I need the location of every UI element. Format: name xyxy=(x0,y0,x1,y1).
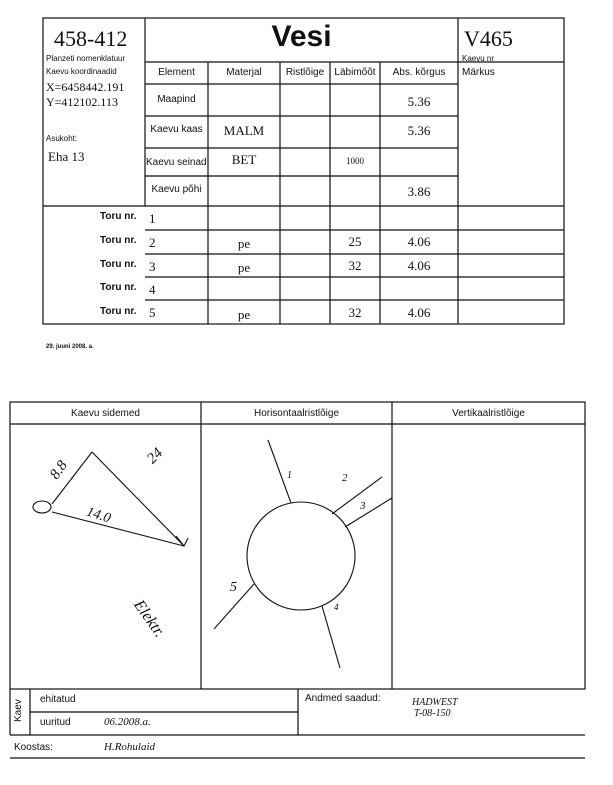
header-element: Element xyxy=(158,67,195,78)
tie-distance-2: 24 xyxy=(144,445,167,468)
printed-date: 29. juuni 2008. a. xyxy=(46,344,94,350)
sketch-header-horizontal: Horisontaalristlõige xyxy=(253,408,340,419)
pipe-sketch-label: 1 xyxy=(287,470,292,481)
cross-section-sketch xyxy=(214,440,392,668)
sketch-header-vertical: Vertikaalristlõige xyxy=(452,408,525,419)
row-element: Kaevu põhi xyxy=(151,184,202,195)
pipe-material: pe xyxy=(237,260,251,275)
row-height: 3.86 xyxy=(407,184,431,199)
row-element: Kaevu seinad xyxy=(146,157,207,168)
row-element: Kaevu kaas xyxy=(150,124,203,135)
header-material: Materjal xyxy=(226,67,262,78)
compiled-value: H.Rohulaid xyxy=(104,741,156,753)
row-material: BET xyxy=(231,152,257,167)
tie-distance-3: 14.0 xyxy=(84,504,113,527)
pipe-material: pe xyxy=(237,236,251,251)
pipe-label: Toru nr. xyxy=(100,306,137,317)
nomenclature-label: Planzeti nomenklatuur xyxy=(46,54,126,63)
pipe-height: 4.06 xyxy=(407,258,431,273)
well-number-value: V465 xyxy=(464,26,513,51)
row-material: MALM xyxy=(223,123,265,138)
pipe-sketch-label: 3 xyxy=(360,500,366,512)
location-value: Eha 13 xyxy=(48,149,85,164)
row-height: 5.36 xyxy=(407,94,431,109)
pipe-label: Toru nr. xyxy=(100,235,137,246)
pipe-num: 1 xyxy=(149,211,156,226)
header-section: Ristlõige xyxy=(285,67,325,78)
surveyed-value: 06.2008.a. xyxy=(104,716,151,728)
compiled-label: Koostas: xyxy=(14,742,53,753)
row-height: 5.36 xyxy=(407,123,431,138)
pipe-label: Toru nr. xyxy=(100,211,137,222)
pipe-num: 4 xyxy=(149,282,156,297)
well-number-label: Kaevu nr xyxy=(462,54,495,63)
row-diameter: 1000 xyxy=(346,156,364,166)
pipe-diameter: 25 xyxy=(348,234,362,249)
tie-distance-1: 8.8 xyxy=(47,457,71,483)
surveyed-label: uuritud xyxy=(40,717,71,728)
nomenclature-value: 458-412 xyxy=(54,26,128,51)
footer-side-label: Kaev xyxy=(13,699,24,722)
pipe-sketch-label: 4 xyxy=(334,602,339,612)
data-from-label: Andmed saadud: xyxy=(305,693,381,704)
page-title: Vesi xyxy=(271,20,332,53)
coord-y: Y=412102.113 xyxy=(46,95,118,109)
pipe-diameter: 32 xyxy=(348,305,362,320)
coordinates-label: Kaevu koordinaadid xyxy=(46,67,117,76)
pipe-num: 2 xyxy=(149,235,156,250)
pipe-label: Toru nr. xyxy=(100,259,137,270)
coord-x: X=6458442.191 xyxy=(46,80,125,94)
pipe-label: Toru nr. xyxy=(100,282,137,293)
pipe-sketch-label: 2 xyxy=(342,472,348,484)
built-label: ehitatud xyxy=(40,694,76,705)
pipe-num: 3 xyxy=(149,259,156,274)
tie-electric-label: Elektr. xyxy=(130,596,168,641)
pipe-height: 4.06 xyxy=(407,305,431,320)
row-element: Maapind xyxy=(157,94,196,105)
pipe-sketch-label: 5 xyxy=(230,580,237,595)
data-from-value-1: HADWEST xyxy=(412,697,458,708)
header-height: Abs. kõrgus xyxy=(392,67,446,78)
sketch-header-ties: Kaevu sidemed xyxy=(71,408,140,419)
header-diameter: Läbimõõt xyxy=(334,67,376,78)
pipe-height: 4.06 xyxy=(407,234,431,249)
pipe-material: pe xyxy=(237,307,251,322)
data-from-value-2: T-08-150 xyxy=(414,708,451,719)
location-label: Asukoht: xyxy=(46,134,78,143)
pipe-diameter: 32 xyxy=(348,258,362,273)
header-note: Märkus xyxy=(462,67,495,78)
pipe-num: 5 xyxy=(149,305,156,320)
